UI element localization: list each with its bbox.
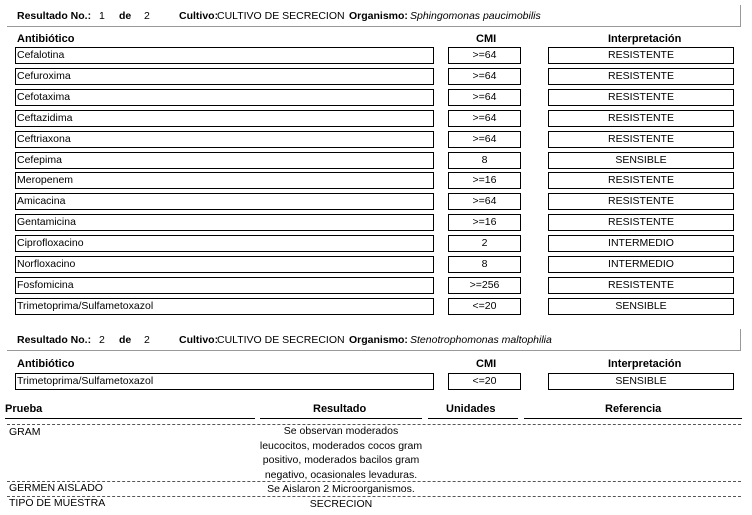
result-number: 1: [99, 10, 105, 22]
antibiotic-name: Ceftazidima: [15, 110, 434, 127]
test-header: Prueba: [5, 403, 43, 415]
test-header-underline: [5, 418, 255, 419]
result-number-label: Resultado No.:: [17, 334, 92, 346]
cmi-value: >=256: [448, 277, 521, 294]
antibiotic-header: Antibiótico: [17, 33, 75, 45]
interpretation-value: INTERMEDIO: [548, 256, 734, 273]
organism-value: Stenotrophomonas maltophilia: [410, 334, 552, 346]
culture-label: Cultivo:: [179, 10, 219, 22]
cmi-value: >=64: [448, 110, 521, 127]
antibiotic-name: Ceftriaxona: [15, 131, 434, 148]
test-result-line: SECRECION: [309, 498, 373, 510]
test-name: GERMEN AISLADO: [9, 482, 103, 494]
antibiotic-name: Amicacina: [15, 193, 434, 210]
culture-value: CULTIVO DE SECRECION: [217, 334, 345, 346]
test-result-line: leucocitos, moderados cocos gram: [259, 439, 423, 452]
antibiotic-name: Cefotaxima: [15, 89, 434, 106]
antibiotic-name: Cefuroxima: [15, 68, 434, 85]
antibiotic-name: Meropenem: [15, 172, 434, 189]
result-of-label: de: [119, 334, 132, 346]
result-number: 2: [99, 334, 105, 346]
units-header-underline: [428, 418, 518, 419]
interpretation-value: RESISTENTE: [548, 110, 734, 127]
antibiotic-name: Ciprofloxacino: [15, 235, 434, 252]
interpretation-value: RESISTENTE: [548, 172, 734, 189]
interpretation-value: INTERMEDIO: [548, 235, 734, 252]
interpretation-value: SENSIBLE: [548, 373, 734, 390]
interpretation-value: RESISTENTE: [548, 47, 734, 64]
units-header: Unidades: [446, 403, 496, 415]
antibiotic-name: Trimetoprima/Sulfametoxazol: [15, 298, 434, 315]
cmi-value: 8: [448, 256, 521, 273]
reference-header-underline: [524, 418, 742, 419]
antibiotic-name: Fosfomicina: [15, 277, 434, 294]
result-header-2: [7, 329, 741, 351]
cmi-value: >=64: [448, 68, 521, 85]
test-name: TIPO DE MUESTRA: [9, 497, 106, 509]
cmi-value: <=20: [448, 298, 521, 315]
interpretation-value: SENSIBLE: [548, 152, 734, 169]
test-result-line: Se Aislaron 2 Microorganismos.: [267, 483, 415, 495]
antibiotic-name: Cefepima: [15, 152, 434, 169]
test-name: GRAM: [9, 426, 41, 438]
result-header-underline: [260, 418, 422, 419]
result-total: 2: [144, 10, 150, 22]
culture-label: Cultivo:: [179, 334, 219, 346]
test-result: [256, 482, 426, 497]
antibiotic-name: Cefalotina: [15, 47, 434, 64]
antibiotic-name: Gentamicina: [15, 214, 434, 231]
test-result: [256, 424, 426, 482]
cmi-header: CMI: [476, 358, 497, 370]
cmi-value: >=64: [448, 193, 521, 210]
antibiotic-header: Antibiótico: [17, 358, 75, 370]
antibiotic-name: Trimetoprima/Sulfametoxazol: [15, 373, 434, 390]
organism-label: Organismo:: [349, 10, 408, 22]
interpretation-header: Interpretación: [608, 358, 682, 370]
result-number-label: Resultado No.:: [17, 10, 92, 22]
result-total: 2: [144, 334, 150, 346]
test-result: [256, 497, 426, 512]
culture-value: CULTIVO DE SECRECION: [217, 10, 345, 22]
result-of-label: de: [119, 10, 132, 22]
interpretation-value: RESISTENTE: [548, 193, 734, 210]
test-result-line: Se observan moderados: [283, 425, 399, 437]
organism-value: Sphingomonas paucimobilis: [410, 10, 541, 22]
cmi-value: 2: [448, 235, 521, 252]
cmi-value: >=16: [448, 214, 521, 231]
cmi-value: 8: [448, 152, 521, 169]
antibiotic-name: Norfloxacino: [15, 256, 434, 273]
interpretation-value: SENSIBLE: [548, 298, 734, 315]
cmi-value: >=16: [448, 172, 521, 189]
interpretation-header: Interpretación: [608, 33, 682, 45]
cmi-value: >=64: [448, 89, 521, 106]
interpretation-value: RESISTENTE: [548, 277, 734, 294]
result-header-1: [7, 5, 741, 27]
interpretation-value: RESISTENTE: [548, 68, 734, 85]
organism-label: Organismo:: [349, 334, 408, 346]
interpretation-value: RESISTENTE: [548, 214, 734, 231]
cmi-value: <=20: [448, 373, 521, 390]
cmi-header: CMI: [476, 33, 497, 45]
interpretation-value: RESISTENTE: [548, 131, 734, 148]
test-result-line: negativo, ocasionales levaduras.: [264, 468, 418, 481]
result-header: Resultado: [313, 403, 367, 415]
reference-header: Referencia: [605, 403, 662, 415]
interpretation-value: RESISTENTE: [548, 89, 734, 106]
test-result-line: positivo, moderados bacilos gram: [262, 454, 420, 466]
cmi-value: >=64: [448, 131, 521, 148]
cmi-value: >=64: [448, 47, 521, 64]
